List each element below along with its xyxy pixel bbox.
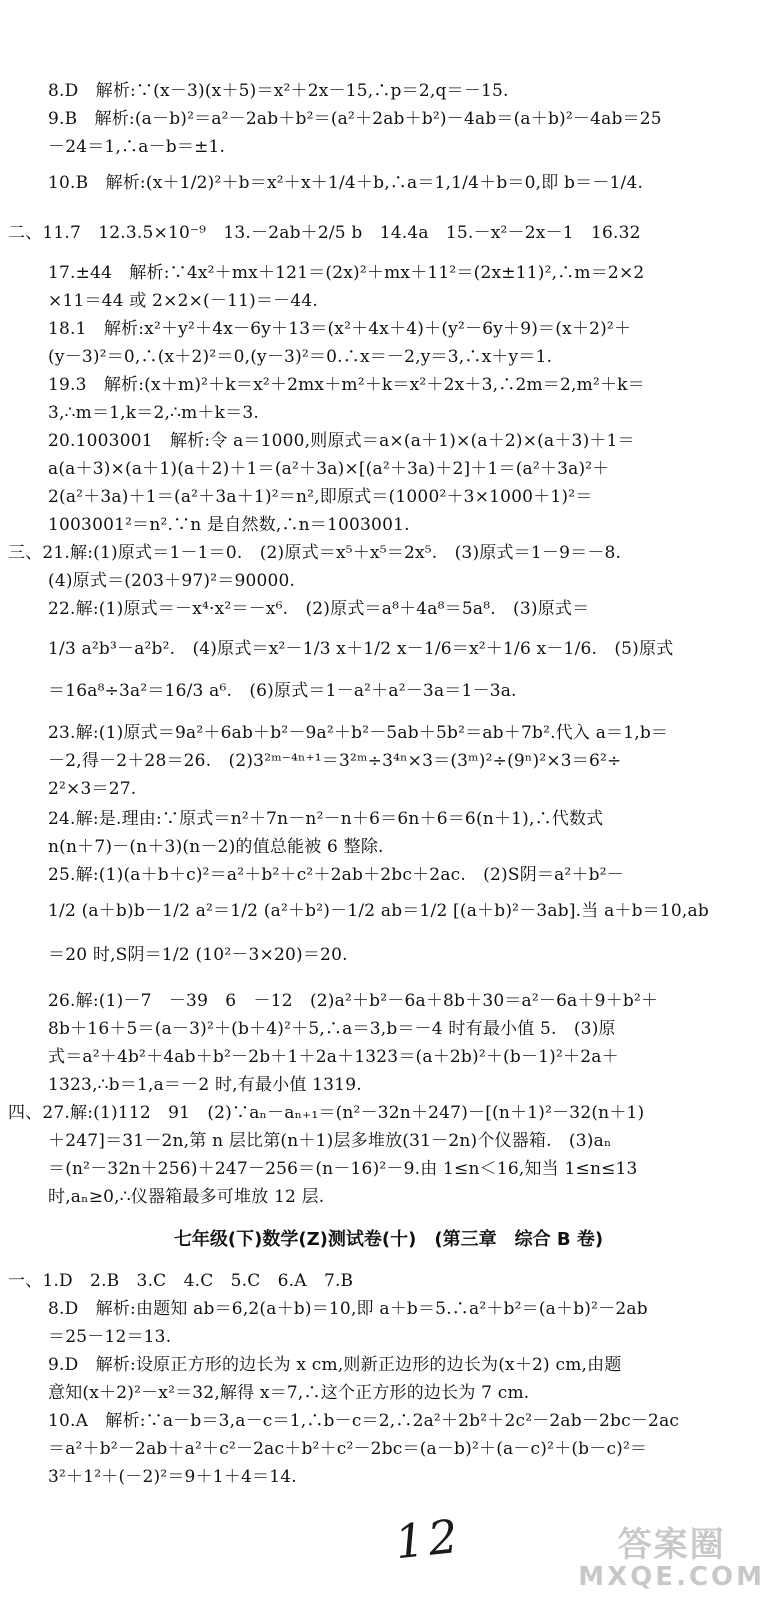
answer-line: ＋247]＝31－2n,第 n 层比第(n＋1)层多堆放(31－2n)个仪器箱. (3)aₙ (48, 1131, 612, 1151)
answer-line: 10.B 解析:(x＋1/2)²＋b＝x²＋x＋1/4＋b,∴a＝1,1/4＋b＝0,即 b＝－1/4. (48, 173, 644, 193)
answer-line: 8b＋16＋5＝(a－3)²＋(b＋4)²＋5,∴a＝3,b＝－4 时有最小值 5. (3)原 (48, 1019, 616, 1039)
answer-line: 三、21.解:(1)原式＝1－1＝0. (2)原式＝x⁵＋x⁵＝2x⁵. (3)原式＝1－9＝－8. (8, 543, 622, 563)
answer-line: ＝25－12＝13. (48, 1327, 172, 1347)
answer-line: 23.解:(1)原式＝9a²＋6ab＋b²－9a²＋b²－5ab＋5b²＝ab＋7b².代入 a＝1,b＝ (48, 723, 669, 743)
answer-line: 1/3 a²b³－a²b². (4)原式＝x²－1/3 x＋1/2 x－1/6＝x²＋1/6 x－1/6. (5)原式 (48, 639, 674, 659)
answer-line: 8.D 解析:由题知 ab＝6,2(a＋b)＝10,即 a＋b＝5.∴a²＋b²＝(a＋b)²－2ab (48, 1299, 648, 1319)
answer-line: 24.解:是.理由:∵原式＝n²＋7n－n²－n＋6＝6n＋6＝6(n＋1),∴代数式 (48, 809, 604, 829)
answer-line: 1/2 (a＋b)b－1/2 a²＝1/2 (a²＋b²)－1/2 ab＝1/2 [(a＋b)²－3ab].当 a＋b＝10,ab (48, 901, 709, 921)
watermark-url: MXQE.COM (578, 1562, 765, 1592)
answer-line: (4)原式＝(203＋97)²＝90000. (48, 571, 296, 591)
answer-line: 10.A 解析:∵a－b＝3,a－c＝1,∴b－c＝2,∴2a²＋2b²＋2c²－2ab－2bc－2ac (48, 1411, 680, 1431)
answer-line: 式＝a²＋4b²＋4ab＋b²－2b＋1＋2a＋1323＝(a＋2b)²＋(b－1)²＋2a＋ (48, 1047, 619, 1067)
answer-line: 18.1 解析:x²＋y²＋4x－6y＋13＝(x²＋4x＋4)＋(y²－6y＋9)＝(x＋2)²＋ (48, 319, 632, 339)
answer-line: 二、11.7 12.3.5×10⁻⁹ 13.－2ab＋2/5 b 14.4a 15.－x²－2x－1 16.32 (8, 223, 641, 243)
answer-line: 1323,∴b＝1,a＝－2 时,有最小值 1319. (48, 1075, 362, 1095)
answer-line: 2(a²＋3a)＋1＝(a²＋3a＋1)²＝n²,即原式＝(1000²＋3×1000＋1)²＝ (48, 487, 593, 507)
answer-line: ＝a²＋b²－2ab＋a²＋c²－2ac＋b²＋c²－2bc＝(a－b)²＋(a－c)²＋(b－c)²＝ (48, 1439, 648, 1459)
answer-line: 9.D 解析:设原正方形的边长为 x cm,则新正边形的边长为(x＋2) cm,由题 (48, 1355, 622, 1375)
answer-line: 25.解:(1)(a＋b＋c)²＝a²＋b²＋c²＋2ab＋2bc＋2ac. (2)S阴＝a²＋b²－ (48, 865, 624, 885)
answer-line: 时,aₙ≥0,∴仪器箱最多可堆放 12 层. (48, 1187, 325, 1207)
answer-line: 8.D 解析:∵(x－3)(x＋5)＝x²＋2x－15,∴p＝2,q＝－15. (48, 81, 509, 101)
answer-line: 17.±44 解析:∵4x²＋mx＋121＝(2x)²＋mx＋11²＝(2x±11)²,∴m＝2×2 (48, 263, 645, 283)
watermark-logo: 答案圈 (617, 1525, 726, 1565)
answer-line: ×11＝44 或 2×2×(－11)＝－44. (48, 291, 318, 311)
answer-line: －24＝1,∴a－b＝±1. (48, 137, 226, 157)
answer-line: 1003001²＝n².∵n 是自然数,∴n＝1003001. (48, 515, 410, 535)
handwritten-page-number: 12 (392, 1508, 465, 1570)
answer-line: (y－3)²＝0,∴(x＋2)²＝0,(y－3)²＝0.∴x＝－2,y＝3,∴x＋y＝1. (48, 347, 553, 367)
answer-line: ＝(n²－32n＋256)＋247－256＝(n－16)²－9.由 1≤n＜16,知当 1≤n≤13 (48, 1159, 638, 1179)
watermark (578, 1517, 765, 1592)
answer-line: －2,得－2＋28＝26. (2)3²ᵐ⁻⁴ⁿ⁺¹＝3²ᵐ÷3⁴ⁿ×3＝(3ᵐ)²÷(9ⁿ)²×3＝6²÷ (48, 751, 622, 771)
answer-line: n(n＋7)－(n＋3)(n－2)的值总能被 6 整除. (48, 837, 384, 857)
answer-line: 9.B 解析:(a－b)²＝a²－2ab＋b²＝(a²＋2ab＋b²)－4ab＝(a＋b)²－4ab＝25 (48, 109, 662, 129)
answer-line: ＝16a⁸÷3a²＝16/3 a⁶. (6)原式＝1－a²＋a²－3a＝1－3a. (48, 681, 517, 701)
answer-line: 意知(x＋2)²－x²＝32,解得 x＝7,∴这个正方形的边长为 7 cm. (48, 1383, 530, 1403)
answer-line: 一、1.D 2.B 3.C 4.C 5.C 6.A 7.B (8, 1271, 354, 1291)
answer-line: ＝20 时,S阴＝1/2 (10²－3×20)＝20. (48, 945, 348, 965)
answer-line: 26.解:(1)－7 －39 6 －12 (2)a²＋b²－6a＋8b＋30＝a²－6a＋9＋b²＋ (48, 991, 659, 1011)
answer-line: a(a＋3)×(a＋1)(a＋2)＋1＝(a²＋3a)×[(a²＋3a)＋2]＋1＝(a²＋3a)²＋ (48, 459, 610, 479)
answer-line: 四、27.解:(1)112 91 (2)∵aₙ－aₙ₊₁＝(n²－32n＋247)－[(n＋1)²－32(n＋1) (8, 1103, 645, 1123)
answer-line: 22.解:(1)原式＝－x⁴·x²＝－x⁶. (2)原式＝a⁸＋4a⁸＝5a⁸. (3)原式＝ (48, 599, 590, 619)
answer-line: 20.1003001 解析:令 a＝1000,则原式＝a×(a＋1)×(a＋2)×(a＋3)＋1＝ (48, 431, 635, 451)
section-title: 七年级(下)数学(Z)测试卷(十) (第三章 综合 B 卷) (173, 1229, 604, 1250)
answer-line: 19.3 解析:(x＋m)²＋k＝x²＋2mx＋m²＋k＝x²＋2x＋3,∴2m＝2,m²＋k＝ (48, 375, 645, 395)
answer-line: 3,∴m＝1,k＝2,∴m＋k＝3. (48, 403, 259, 423)
answer-line: 2²×3＝27. (48, 779, 137, 799)
answer-line: 3²＋1²＋(－2)²＝9＋1＋4＝14. (48, 1467, 297, 1487)
